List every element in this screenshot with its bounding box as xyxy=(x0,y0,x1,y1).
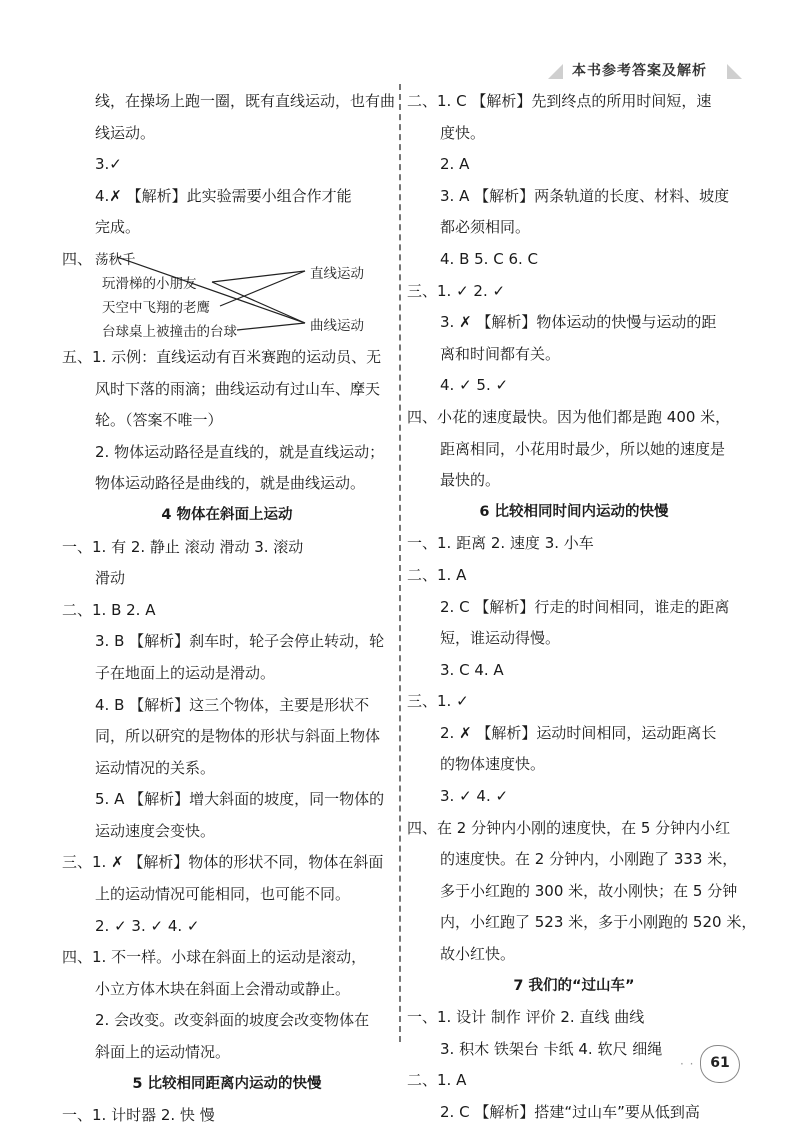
section-title: 6 比较相同时间内运动的快慢 xyxy=(479,503,669,520)
matching-label: 四、 xyxy=(62,249,93,268)
answer-line: 4. B 【解析】这三个物体，主要是形状不 xyxy=(95,695,370,714)
answer-line: 5. A 【解析】增大斜面的坡度，同一物体的 xyxy=(95,790,385,809)
answer-line: 2. C 【解析】搭建“过山车”要从低到高 xyxy=(440,1103,700,1121)
page-number: 61 xyxy=(710,1055,730,1071)
answer-line: 3. ✗ 【解析】物体运动的快慢与运动的距 xyxy=(440,313,717,332)
answer-line: 内，小红跑了 523 米，多于小刚跑的 520 米， xyxy=(440,913,757,932)
section-title: 4 物体在斜面上运动 xyxy=(161,506,293,523)
left-lines-bottom xyxy=(62,342,392,1132)
answer-line: 斜面上的运动情况。 xyxy=(95,1043,231,1062)
answer-line: 2. ✓ 3. ✓ 4. ✓ xyxy=(95,916,200,935)
answer-line: 同，所以研究的是物体的形状与斜面上物体 xyxy=(95,727,381,746)
header-right-triangle-icon xyxy=(727,64,742,79)
answer-line: 线运动。 xyxy=(95,123,156,142)
matching-right-item: 曲线运动 xyxy=(310,317,364,334)
answer-line: 三、1. ✓ 2. ✓ xyxy=(407,281,506,300)
page-number-badge xyxy=(680,1045,742,1083)
answer-line: 二、1. C 【解析】先到终点的所用时间短，速 xyxy=(407,92,712,110)
answer-line: 二、1. A xyxy=(407,565,467,584)
answer-line: 子在地面上的运动是滑动。 xyxy=(95,663,276,682)
matching-exercise xyxy=(62,244,392,342)
answer-line: 四、小花的速度最快。因为他们都是跑 400 米， xyxy=(407,407,731,426)
answer-line: 一、1. 有 2. 静止 滚动 滑动 3. 滚动 xyxy=(62,537,304,556)
answer-line: 运动速度会变快。 xyxy=(95,821,216,840)
answer-line: 2. C 【解析】行走的时间相同，谁走的距离 xyxy=(440,597,730,616)
answer-line: 滑动 xyxy=(95,569,126,588)
answer-line: 五、1. 示例：直线运动有百米赛跑的运动员、无 xyxy=(62,347,382,366)
answer-line: 4. ✓ 5. ✓ xyxy=(440,376,509,395)
answer-line: 多于小红跑的 300 米，故小刚快；在 5 分钟 xyxy=(440,881,738,900)
section-title: 5 比较相同距离内运动的快慢 xyxy=(132,1075,322,1092)
answer-line: 2. 会改变。改变斜面的坡度会改变物体在 xyxy=(95,1011,370,1030)
matching-left-item: 台球桌上被撞击的台球 xyxy=(102,323,237,340)
running-header xyxy=(548,58,748,86)
answer-line: 三、1. ✗ 【解析】物体的形状不同，物体在斜面 xyxy=(62,853,384,872)
answer-line: 线，在操场上跑一圈，既有直线运动，也有曲 xyxy=(95,92,396,110)
answer-line: 运动情况的关系。 xyxy=(95,758,216,777)
answer-line: 短，谁运动得慢。 xyxy=(440,629,561,648)
header-title: 本书参考答案及解析 xyxy=(572,63,707,79)
answer-line: 3. 积木 铁架台 卡纸 4. 软尺 细绳 xyxy=(440,1039,663,1058)
answer-line: 都必须相同。 xyxy=(440,218,531,237)
answer-line: 4. B 5. C 6. C xyxy=(440,249,539,268)
answer-line: 2. A xyxy=(440,155,470,174)
answer-line: 小立方体木块在斜面上会滑动或静止。 xyxy=(95,979,351,998)
answer-line: 上的运动情况可能相同，也可能不同。 xyxy=(95,885,351,904)
answer-line: 完成。 xyxy=(95,218,141,237)
right-lines xyxy=(407,86,757,1129)
answer-line: 的速度快。在 2 分钟内，小刚跑了 333 米， xyxy=(440,850,738,869)
left-column xyxy=(62,86,396,1132)
answer-line: 四、在 2 分钟内小刚的速度快，在 5 分钟内小红 xyxy=(407,818,731,837)
column-divider xyxy=(399,84,401,1042)
answer-line: 3. B 【解析】刹车时，轮子会停止转动，轮 xyxy=(95,632,385,651)
matching-left-item: 天空中飞翔的老鹰 xyxy=(102,299,210,316)
answer-line: 3. C 4. A xyxy=(440,660,504,679)
answer-line: 度快。 xyxy=(440,123,486,142)
answer-line: 一、1. 计时器 2. 快 慢 xyxy=(62,1106,215,1125)
answer-line: 4.✗ 【解析】此实验需要小组合作才能 xyxy=(95,186,352,205)
answer-line: 3. ✓ 4. ✓ xyxy=(440,787,509,806)
answer-line: 物体运动路径是曲线的，就是曲线运动。 xyxy=(95,474,366,493)
right-column xyxy=(407,86,757,1129)
matching-right-item: 直线运动 xyxy=(310,265,364,282)
answer-line: 二、1. A xyxy=(407,1071,467,1090)
answer-line: 故小红快。 xyxy=(440,945,516,964)
answer-line: 轮。（答案不唯一） xyxy=(95,411,223,430)
answer-line: 最快的。 xyxy=(440,471,501,490)
answer-line: 一、1. 设计 制作 评价 2. 直线 曲线 xyxy=(407,1008,645,1027)
answer-line: 的物体速度快。 xyxy=(440,755,546,774)
answer-line: 三、1. ✓ xyxy=(407,692,469,711)
answer-line: 一、1. 距离 2. 速度 3. 小车 xyxy=(407,534,594,553)
header-left-triangle-icon xyxy=(548,64,563,79)
answer-line: 二、1. B 2. A xyxy=(62,600,156,619)
answer-line: 离和时间都有关。 xyxy=(440,344,561,363)
matching-left-item: 荡秋千 xyxy=(95,251,136,268)
section-title: 7 我们的“过山车” xyxy=(513,977,635,994)
answer-line: 四、1. 不一样。小球在斜面上的运动是滚动， xyxy=(62,948,367,967)
answer-line: 风时下落的雨滴；曲线运动有过山车、摩天 xyxy=(95,379,381,398)
answer-line: 距离相同，小花用时最少，所以她的速度是 xyxy=(440,439,726,458)
answer-line: 3. A 【解析】两条轨道的长度、材料、坡度 xyxy=(440,186,730,205)
answer-line: 3.✓ xyxy=(95,155,122,174)
answer-line: 2. 物体运动路径是直线的，就是直线运动； xyxy=(95,442,385,461)
dots-decoration-icon: · · xyxy=(680,1057,695,1071)
matching-left-item: 玩滑梯的小朋友 xyxy=(102,275,197,292)
left-lines-top xyxy=(62,86,396,244)
answer-line: 2. ✗ 【解析】运动时间相同，运动距离长 xyxy=(440,723,717,742)
